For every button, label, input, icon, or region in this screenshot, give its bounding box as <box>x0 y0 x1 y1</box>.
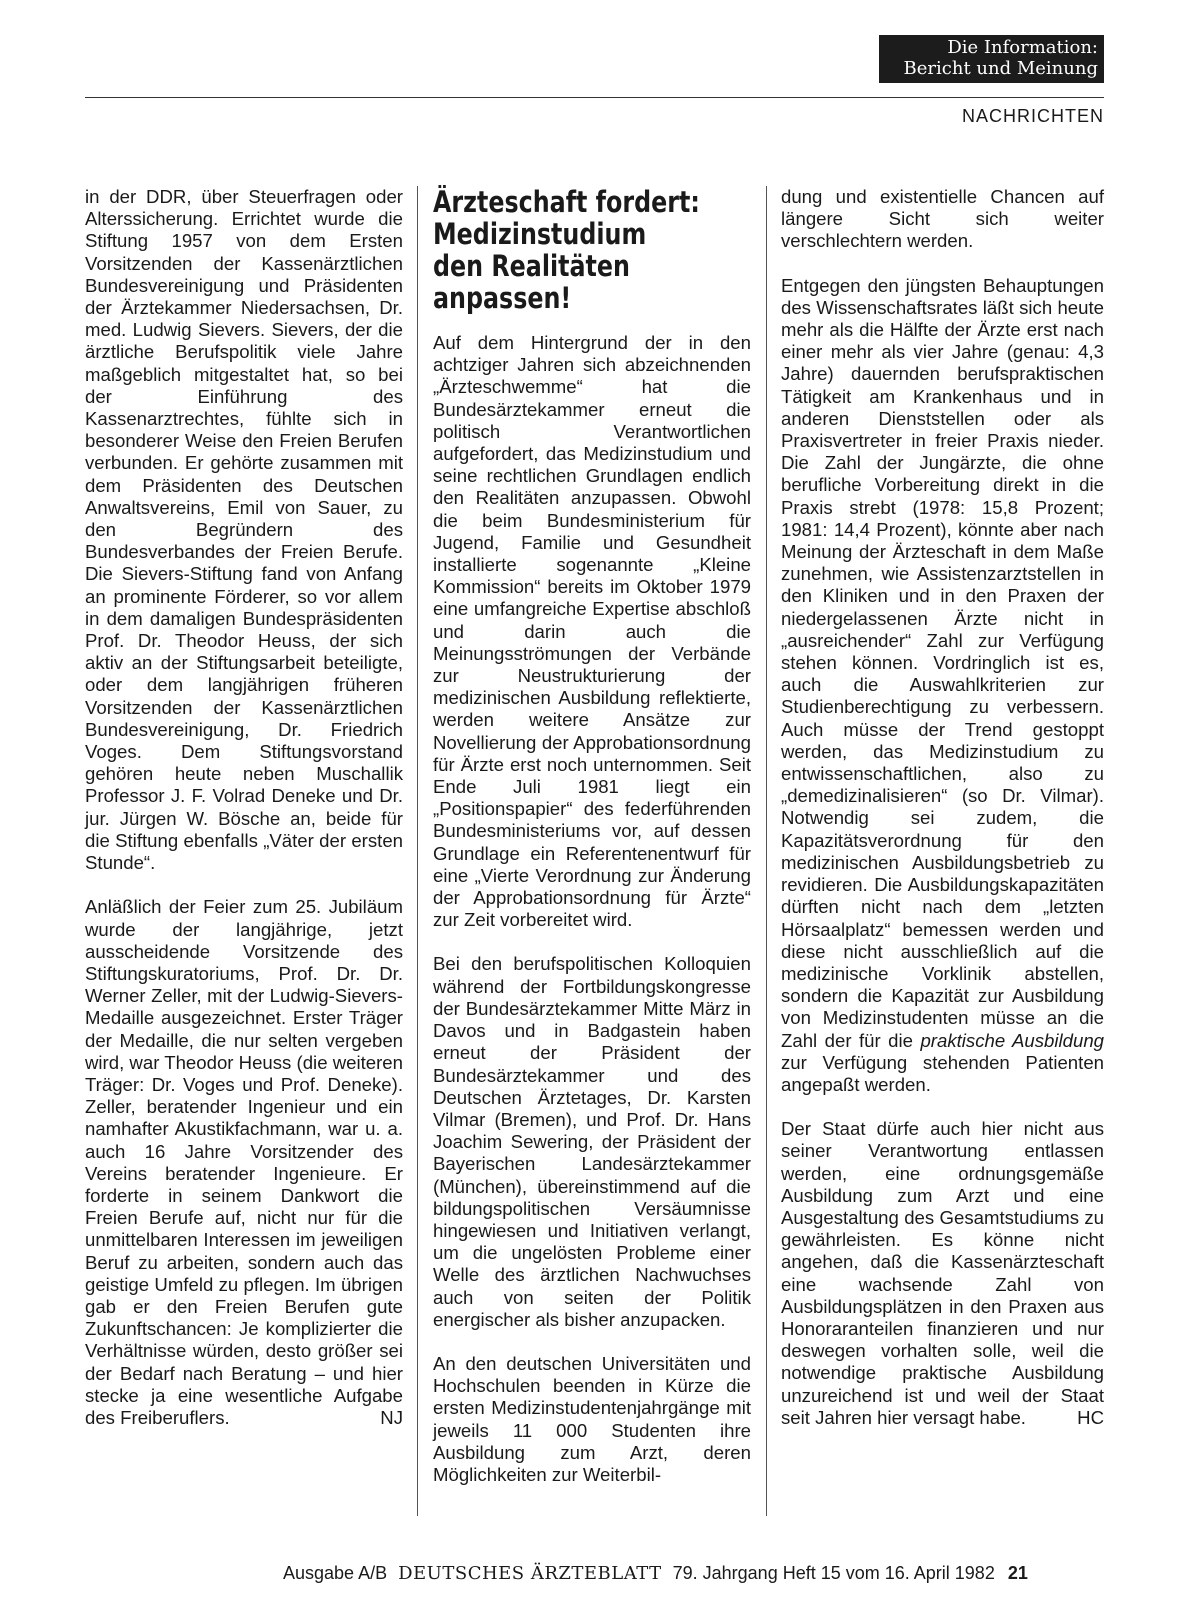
column-2 <box>433 186 751 1486</box>
section-label-box <box>879 35 1104 83</box>
page-number: 21 <box>1007 1563 1028 1583</box>
page-footer <box>283 1563 1028 1584</box>
column-1 <box>85 186 403 1429</box>
footer-edition: Ausgabe A/B <box>283 1563 388 1583</box>
col3-emphasis: praktische Ausbildung <box>920 1029 1105 1051</box>
headline-line-2: Medizinstudium <box>433 217 647 251</box>
section-label-line2: Bericht und Meinung <box>903 58 1098 79</box>
column-3 <box>781 186 1104 1429</box>
col2-paragraph-3: An den deutschen Universitäten und Hochschulen beenden in Kürze die ersten Medizinstudentenjahrgänge mit jeweils 11 000 Studenten ihre Ausbildung zum Arzt, deren Möglichkeiten zur Weiterbil- <box>433 1352 751 1485</box>
section-label-line1: Die Information: <box>947 37 1098 58</box>
column-divider-2 <box>766 186 767 1516</box>
col2-paragraph-1: Auf dem Hintergrund der in den achtziger Jahren sich abzeichnenden „Ärzteschwemme“ hat die Bundesärztekammer erneut die politisch Verantwortlichen aufgefordert, das Medizinstudium und seine rechtlichen Grundlagen endlich den Realitäten anzupassen. Obwohl die beim Bundesministerium für Jugend, Familie und Gesundheit installierte sogenannte „Kleine Kommission“ bereits im Oktober 1979 eine umfangreiche Expertise abschloß und darin auch die Meinungsströmungen der Verbände zur Neustrukturierung der medizinischen Ausbildung reflektierte, werden weitere Ansätze zur Novellierung der Approbationsordnung für Ärzte erst noch unternommen. Seit Ende Juli 1981 liegt ein „Positionspapier“ des federführenden Bundesministeriums vor, auf dessen Grundlage ein Referentenentwurf für eine „Vierte Verordnung zur Änderung der Approbationsordnung für Ärzte“ zur Zeit vorbereitet wird. <box>433 332 751 931</box>
footer-issue: 79. Jahrgang Heft 15 vom 16. April 1982 <box>672 1563 995 1583</box>
author-signature-hc: HC <box>1077 1406 1104 1428</box>
col1-paragraph-2-text: Anläßlich der Feier zum 25. Jubiläum wurde der langjährige, jetzt ausscheidende Vorsitzende des Stiftungskuratoriums, Prof. Dr. Dr. Werner Zeller, mit der Ludwig-Sievers-Medaille ausgezeichnet. Erster Träger der Medaille, die nur selten vergeben wird, war Theodor Heuss (die weiteren Träger: Dr. Voges und Prof. Deneke). Zeller, beratender Ingenieur und ein namhafter Akustikfachmann, war u. a. auch 16 Jahre Vorsitzender des Vereins beratender Ingenieure. Er forderte in seinem Dankwort die Freien Berufe auf, nicht nur für die unmittelbaren Interessen im jeweiligen Beruf zu arbeiten, sondern auch das geistige Umfeld zu pflegen. Im übrigen gab er den Freien Berufen gute Zukunftschancen: Je komplizierter die Verhältnisse würden, desto größer sei der Bedarf nach Beratung – und hier stecke ja eine wesentliche Aufgabe des Freiberuflers. <box>85 896 403 1428</box>
col1-paragraph-2 <box>85 896 403 1429</box>
article-headline <box>433 186 751 314</box>
col3-paragraph-3-text: Der Staat dürfe auch hier nicht aus seiner Verantwortung entlassen werden, eine ordnungsgemäße Ausbildung zum Arzt und eine Ausgestaltung des Gesamtstudiums zu gewährleisten. Es könne nicht angehen, daß die Kassenärzteschaft eine wachsende Zahl von Ausbildungsplätzen in den Praxen aus Honoraranteilen finanzieren und nur deswegen vorhalten solle, weil die notwendige praktische Ausbildung unzureichend ist und weil der Staat seit Jahren hier versagt habe. <box>781 1118 1104 1428</box>
headline-line-1: Ärzteschaft fordert: <box>433 185 700 219</box>
col3-paragraph-2 <box>781 275 1104 1097</box>
col3-paragraph-1: dung und existentielle Chancen auf längere Sicht sich weiter verschlechtern werden. <box>781 186 1104 252</box>
col3-paragraph-2a: Entgegen den jüngsten Behauptungen des Wissenschaftsrates läßt sich heute mehr als die Hälfte der Ärzte erst nach einer mehr als vier Jahre (genau: 4,3 Jahre) dauernden berufspraktischen Tätigkeit am Krankenhaus und in anderen Dienststellen oder als Praxisvertreter in freier Praxis nieder. Die Zahl der Jungärzte, die ohne berufliche Vorbereitung direkt in die Praxis strebt (1978: 15,8 Prozent; 1981: 14,4 Prozent), könnte aber nach Meinung der Ärzteschaft in dem Maße zunehmen, wie Assistenzarztstellen in den Kliniken und in den Praxen der niedergelassenen Ärzte nicht in „ausreichender“ Zahl zur Verfügung stehen können. Vordringlich ist es, auch die Auswahlkriterien zur Studienberechtigung zu verbessern. Auch müsse der Trend gestoppt werden, das Medizinstudium zu entwissenschaftlichen, also zu „demedizinalisieren“ (so Dr. Vilmar). Notwendig sei zudem, die Kapazitätsverordnung für den medizinischen Ausbildungsbetrieb zu revidieren. Die Ausbildungskapazitäten dürften nicht nach dem „letzten Hörsaalplatz“ bemessen werden und diese nicht ausschließlich auf die medizinische Vorklinik abstellen, sondern die Kapazität zur Ausbildung von Medizinstudenten müsse an die Zahl der für die <box>781 274 1104 1051</box>
header-rule <box>85 97 1104 98</box>
footer-masthead: DEUTSCHES ÄRZTEBLATT <box>398 1563 662 1584</box>
column-divider-1 <box>417 186 418 1516</box>
col1-paragraph-1: in der DDR, über Steuerfragen oder Alterssicherung. Errichtet wurde die Stiftung 1957 von dem Ersten Vorsitzenden der Kassenärztlichen Bundesvereinigung und Präsidenten der Ärztekammer Niedersachsen, Dr. med. Ludwig Sievers. Sievers, der die ärztliche Berufspolitik viele Jahre maßgeblich mitgestaltet hat, so bei der Einführung des Kassenarztrechtes, fühlte sich in besonderer Weise den Freien Berufen verbunden. Er gehörte zusammen mit dem Präsidenten des Deutschen Anwaltsvereins, Emil von Sauer, zu den Begründern des Bundesverbandes der Freien Berufe. Die Sievers-Stiftung fand von Anfang an prominente Förderer, so vor allem in dem damaligen Bundespräsidenten Prof. Dr. Theodor Heuss, der sich aktiv an der Stiftungsarbeit beteiligte, oder dem langjährigen früheren Vorsitzenden der Kassenärztlichen Bundesvereinigung, Dr. Friedrich Voges. Dem Stiftungsvorstand gehören heute neben Muschallik Professor J. F. Volrad Deneke und Dr. jur. Jürgen W. Bösche an, beide für die Stiftung ebenfalls „Väter der ersten Stunde“. <box>85 186 403 874</box>
headline-line-3: den Realitäten anpassen! <box>433 249 630 315</box>
col3-paragraph-3 <box>781 1118 1104 1429</box>
author-signature-nj: NJ <box>380 1406 403 1428</box>
col3-paragraph-2b: zur Verfügung stehenden Patienten angepaßt werden. <box>781 1051 1104 1095</box>
col2-paragraph-2: Bei den berufspolitischen Kolloquien während der Fortbildungskongresse der Bundesärztekammer Mitte März in Davos und in Badgastein haben erneut der Präsident der Bundesärztekammer und des Deutschen Ärztetages, Dr. Karsten Vilmar (Bremen), und Prof. Dr. Hans Joachim Sewering, der Präsident der Bayerischen Landesärztekammer (München), übereinstimmend auf die bildungspolitischen Versäumnisse hingewiesen und Initiativen verlangt, um die ungelösten Probleme einer Welle des ärztlichen Nachwuchses auch von seiten der Politik energischer als bisher anzupacken. <box>433 953 751 1330</box>
rubric-label: NACHRICHTEN <box>961 106 1104 126</box>
